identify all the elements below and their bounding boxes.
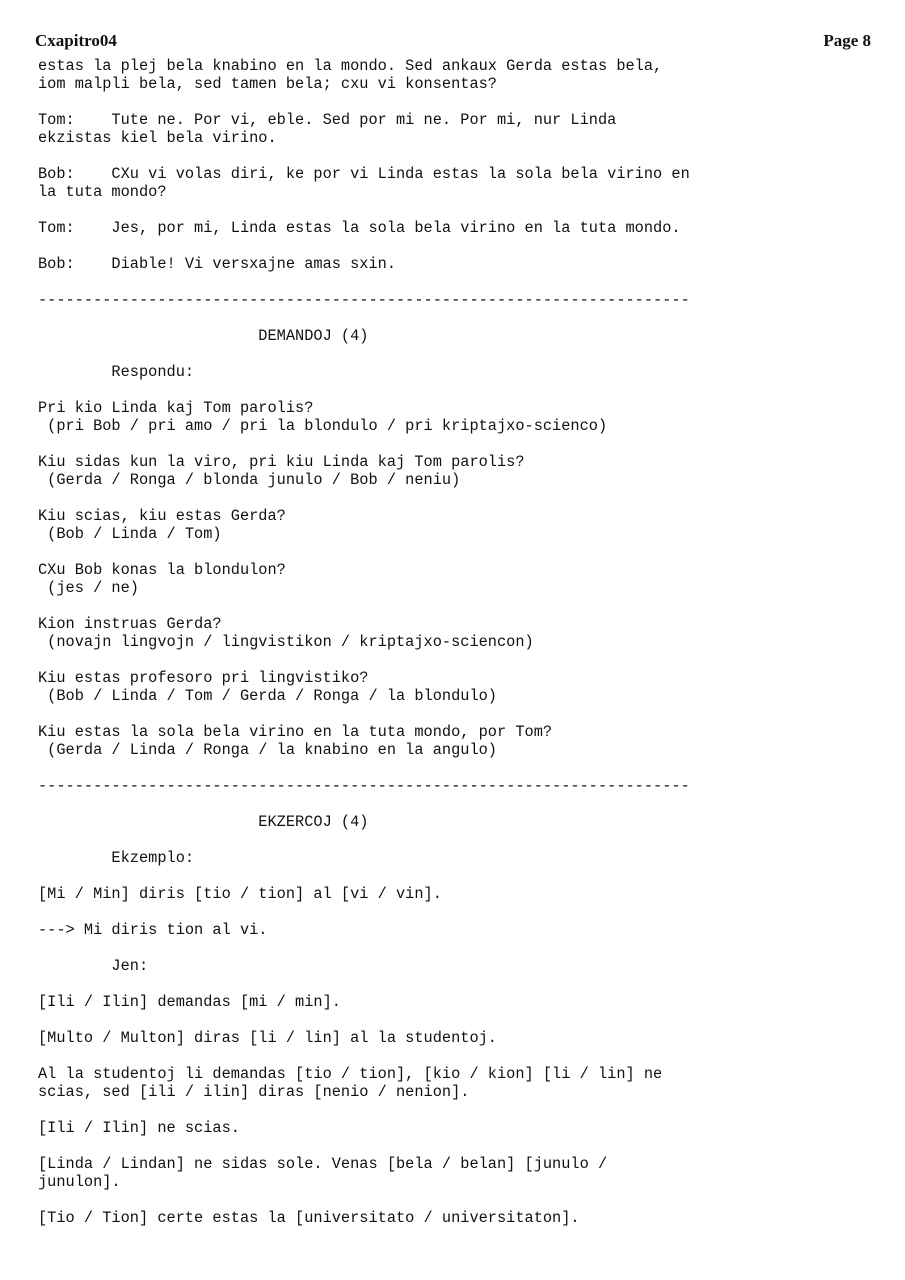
blank-line [38, 939, 798, 957]
blank-line [38, 975, 798, 993]
chapter-title: Cxapitro04 [35, 31, 117, 50]
text-line: Ekzemplo: [38, 849, 195, 867]
text-line: Kion instruas Gerda? [38, 615, 222, 633]
blank-line [38, 237, 798, 255]
blank-line [38, 147, 798, 165]
text-line: Kiu estas la sola bela virino en la tuta mondo, por Tom? [38, 723, 553, 741]
page-number: Page 8 [823, 31, 871, 50]
text-line: Kiu estas profesoro pri lingvistiko? [38, 669, 369, 687]
text-line: ekzistas kiel bela virino. [38, 129, 277, 147]
text-line: [Tio / Tion] certe estas la [universitato / universitaton]. [38, 1209, 580, 1227]
blank-line [38, 543, 798, 561]
separator-line: ----------------------------------------------------------------------- [38, 291, 690, 309]
text-line: (Gerda / Ronga / blonda junulo / Bob / neniu) [38, 471, 461, 489]
blank-line [38, 651, 798, 669]
blank-line [38, 705, 798, 723]
blank-line [38, 867, 798, 885]
blank-line [38, 201, 798, 219]
blank-line [38, 273, 798, 291]
text-line: (Bob / Linda / Tom) [38, 525, 222, 543]
blank-line [38, 795, 798, 813]
blank-line [38, 597, 798, 615]
blank-line [38, 1101, 798, 1119]
text-line: CXu Bob konas la blondulon? [38, 561, 286, 579]
text-line: [Ili / Ilin] demandas [mi / min]. [38, 993, 341, 1011]
text-line: EKZERCOJ (4) [38, 813, 369, 831]
blank-line [38, 1137, 798, 1155]
text-line: estas la plej bela knabino en la mondo. Sed ankaux Gerda estas bela, [38, 57, 663, 75]
blank-line [38, 93, 798, 111]
blank-line [38, 903, 798, 921]
text-line: junulon]. [38, 1173, 121, 1191]
text-line: [Ili / Ilin] ne scias. [38, 1119, 240, 1137]
text-line: Pri kio Linda kaj Tom parolis? [38, 399, 314, 417]
blank-line [38, 1047, 798, 1065]
blank-line [38, 381, 798, 399]
text-line: Jen: [38, 957, 149, 975]
text-line: DEMANDOJ (4) [38, 327, 369, 345]
text-line: [Multo / Multon] diras [li / lin] al la studentoj. [38, 1029, 497, 1047]
text-line: (Gerda / Linda / Ronga / la knabino en la angulo) [38, 741, 497, 759]
text-line: Bob: CXu vi volas diri, ke por vi Linda estas la sola bela virino en [38, 165, 690, 183]
text-line: [Mi / Min] diris [tio / tion] al [vi / vin]. [38, 885, 442, 903]
page-header [35, 31, 871, 53]
blank-line [38, 345, 798, 363]
text-line: scias, sed [ili / ilin] diras [nenio / nenion]. [38, 1083, 470, 1101]
text-line: Al la studentoj li demandas [tio / tion], [kio / kion] [li / lin] ne [38, 1065, 663, 1083]
text-line: Bob: Diable! Vi versxajne amas sxin. [38, 255, 397, 273]
blank-line [38, 1011, 798, 1029]
text-line: Tom: Tute ne. Por vi, eble. Sed por mi ne. Por mi, nur Linda [38, 111, 617, 129]
blank-line [38, 759, 798, 777]
blank-line [38, 489, 798, 507]
separator-line: ---> Mi diris tion al vi. [38, 921, 268, 939]
blank-line [38, 435, 798, 453]
separator-line: ----------------------------------------------------------------------- [38, 777, 690, 795]
text-line: (novajn lingvojn / lingvistikon / kriptajxo-sciencon) [38, 633, 534, 651]
text-line: Kiu sidas kun la viro, pri kiu Linda kaj Tom parolis? [38, 453, 525, 471]
text-line: (Bob / Linda / Tom / Gerda / Ronga / la blondulo) [38, 687, 497, 705]
text-line: Tom: Jes, por mi, Linda estas la sola bela virino en la tuta mondo. [38, 219, 681, 237]
text-line: Respondu: [38, 363, 195, 381]
blank-line [38, 1191, 798, 1209]
text-line: (pri Bob / pri amo / pri la blondulo / pri kriptajxo-scienco) [38, 417, 608, 435]
document-body [38, 57, 798, 1227]
text-line: [Linda / Lindan] ne sidas sole. Venas [bela / belan] [junulo / [38, 1155, 608, 1173]
text-line: la tuta mondo? [38, 183, 167, 201]
text-line: (jes / ne) [38, 579, 139, 597]
blank-line [38, 309, 798, 327]
text-line: Kiu scias, kiu estas Gerda? [38, 507, 286, 525]
text-line: iom malpli bela, sed tamen bela; cxu vi konsentas? [38, 75, 497, 93]
blank-line [38, 831, 798, 849]
